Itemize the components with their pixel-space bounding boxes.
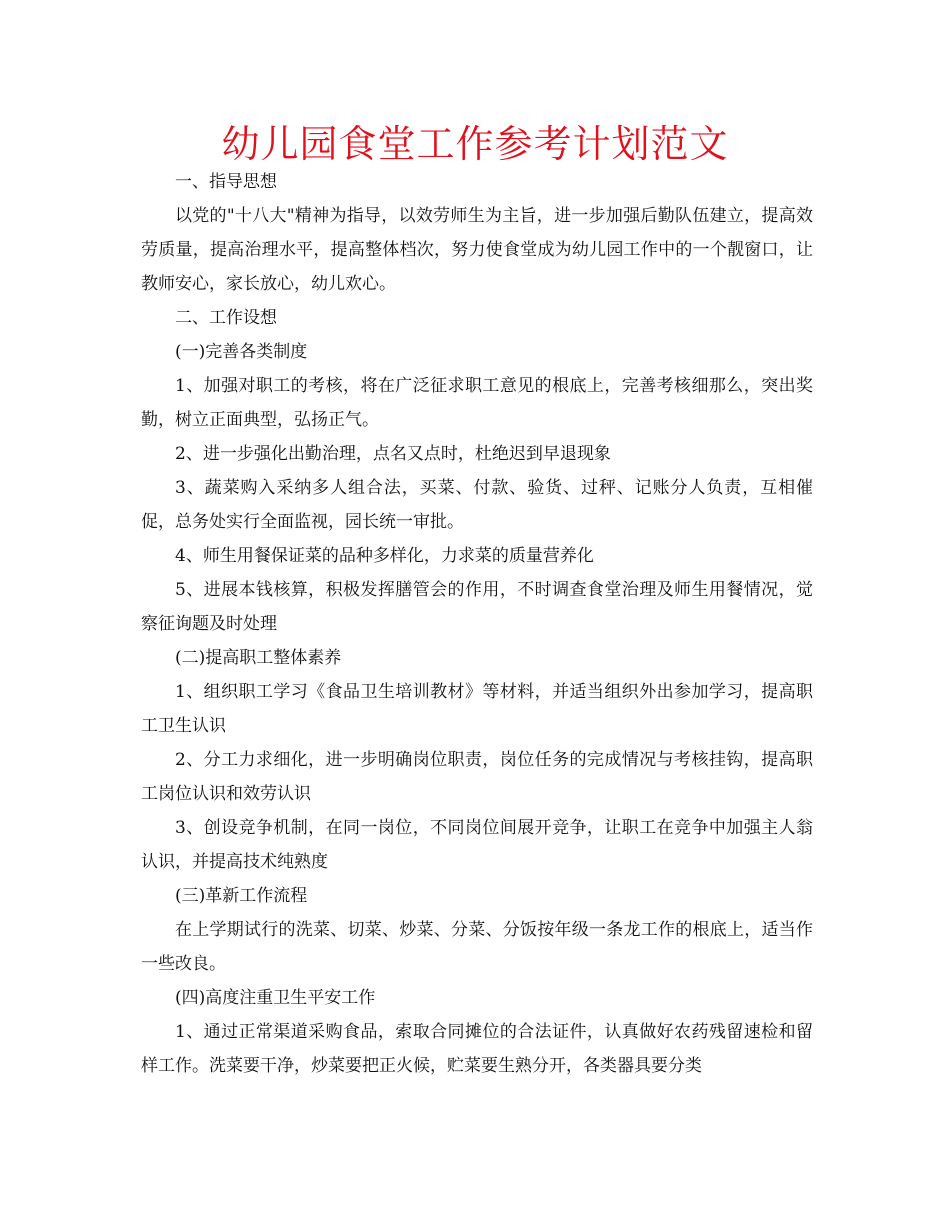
- subsection-heading: (三)革新工作流程: [175, 886, 308, 906]
- paragraph: 1、加强对职工的考核，将在广泛征求职工意见的根底上，完善考核细那么，突出奖勤，树立正面典型，弘扬正气。: [141, 376, 813, 430]
- paragraph: 3、创设竞争机制，在同一岗位，不同岗位间展开竞争，让职工在竞争中加强主人翁认识，并提高技术纯熟度: [141, 818, 813, 872]
- paragraph: 2、分工力求细化，进一步明确岗位职责，岗位任务的完成情况与考核挂钩，提高职工岗位认识和效劳认识: [141, 750, 813, 804]
- paragraph: 3、蔬菜购入采纳多人组合法，买菜、付款、验货、过秤、记账分人负责，互相催促，总务处实行全面监视，园长统一审批。: [141, 478, 813, 532]
- section-heading: 一、指导思想: [175, 172, 277, 192]
- section-heading: 二、工作设想: [175, 308, 277, 328]
- document-title: 幼儿园食堂工作参考计划范文: [221, 122, 729, 166]
- subsection-heading: (一)完善各类制度: [175, 342, 308, 362]
- paragraph: 5、进展本钱核算，积极发挥膳管会的作用，不时调查食堂治理及师生用餐情况，觉察征询题及时处理: [141, 580, 813, 634]
- paragraph: 1、组织职工学习《食品卫生培训教材》等材料，并适当组织外出参加学习，提高职工卫生认识: [141, 682, 813, 736]
- paragraph: 4、师生用餐保证菜的品种多样化，力求菜的质量营养化: [175, 546, 594, 566]
- document-body: [141, 165, 813, 1083]
- paragraph: 2、进一步强化出勤治理，点名又点时，杜绝迟到早退现象: [175, 444, 611, 464]
- paragraph: 在上学期试行的洗菜、切菜、炒菜、分菜、分饭按年级一条龙工作的根底上，适当作一些改良。: [141, 920, 813, 974]
- paragraph: 以党的"十八大"精神为指导，以效劳师生为主旨，进一步加强后勤队伍建立，提高效劳质量，提高治理水平，提高整体档次，努力使食堂成为幼儿园工作中的一个靓窗口，让教师安心，家长放心，幼儿欢心。: [141, 206, 813, 294]
- subsection-heading: (四)高度注重卫生平安工作: [175, 988, 376, 1008]
- subsection-heading: (二)提高职工整体素养: [175, 648, 342, 668]
- paragraph: 1、通过正常渠道采购食品，索取合同摊位的合法证件，认真做好农药残留速检和留样工作。洗菜要干净，炒菜要把正火候，贮菜要生熟分开，各类器具要分类: [141, 1022, 813, 1076]
